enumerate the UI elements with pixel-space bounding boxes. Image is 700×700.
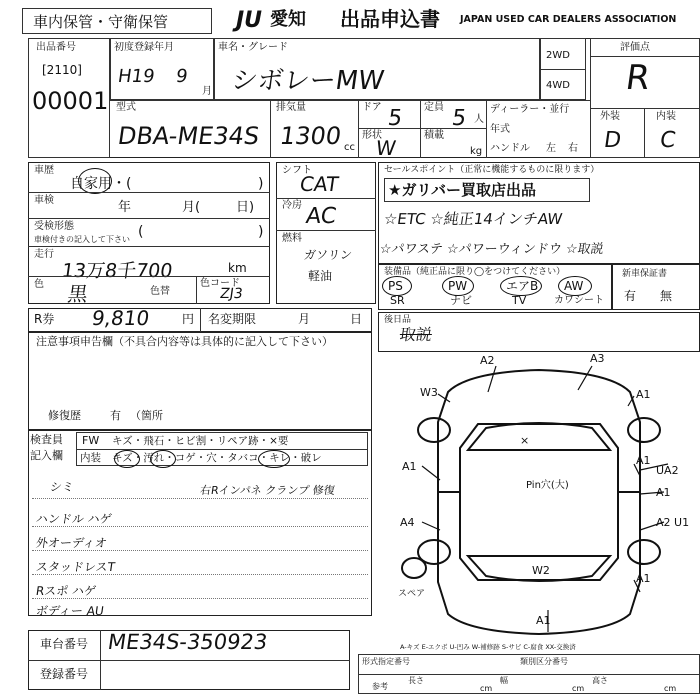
car-name-label: 車名・グレード [218, 42, 288, 53]
equipment-label: 装備品（純正品に限り◯をつけてください） [384, 267, 566, 277]
capacity-value: 5 [450, 106, 468, 131]
equip-pw: PW [448, 279, 468, 293]
fuel-label: 燃料 [282, 233, 302, 244]
equip-seat: カワシート [554, 295, 604, 306]
color-code-value: ZJ3 [218, 286, 244, 302]
equip-circle-pw [442, 276, 474, 296]
inspector-label2: 記入欄 [30, 449, 63, 462]
mark-ua2: UA2 [656, 464, 679, 477]
int-inspect-label: 内装 [80, 452, 101, 464]
equipment-grid [384, 278, 610, 308]
handle-left: 左 [546, 143, 556, 154]
color-value: 黒 [66, 282, 90, 306]
history-circle [78, 168, 112, 194]
ext-value: D [602, 128, 623, 153]
mileage-value: 13万8千700 [60, 260, 174, 282]
mark-w3: W3 [420, 386, 438, 399]
wheel-fr [628, 418, 660, 442]
warranty-no: 無 [660, 289, 673, 303]
acceptance-open: ( [138, 224, 144, 240]
dealer-label: ディーラー・並行 [490, 104, 570, 115]
lot-label: 出品番号 [36, 42, 76, 53]
car-diagram [378, 352, 700, 652]
inspector-line-6: ボディー AU [34, 604, 105, 618]
inspector-rule-4 [32, 574, 368, 575]
inspector-line-2: ハンドル ハゲ [34, 512, 113, 526]
mark-a1-rside: A1 [636, 454, 651, 467]
notes-label: 注意事項申告欄（不具合内容等は具体的に記入して下さい） [36, 335, 333, 348]
registration-month: 9 [174, 66, 189, 87]
int-circle-3 [258, 450, 290, 468]
equip-circle-aw [558, 276, 592, 296]
warranty-label: 新車保証書 [622, 269, 668, 279]
displacement-split [270, 100, 271, 158]
name-change-label: 名変期限 [208, 312, 257, 326]
wheel-rr [628, 540, 660, 564]
legend-unit-3: cm [664, 684, 677, 693]
int-label: 内装 [656, 111, 676, 122]
drive-2wd: 2WD [546, 50, 570, 61]
ju-logo: JU [236, 8, 263, 33]
form-title: 出品申込書 [340, 7, 440, 31]
equip-circle-ps [382, 276, 412, 296]
acceptance-note: 車検付きの記入して下さい [34, 235, 130, 244]
inspection-day: 日) [236, 200, 255, 215]
registration-year: H19 [116, 66, 156, 87]
equip-sr: SR [390, 294, 405, 307]
equip-aw: AW [564, 279, 584, 293]
association-name: JAPAN USED CAR DEALERS ASSOCIATION [460, 14, 677, 25]
history-value: 自家用・( [70, 176, 132, 192]
legend-length: 長さ [408, 676, 424, 685]
int-circle-2 [150, 450, 176, 468]
legend-unit-2: cm [572, 684, 585, 693]
name-change-month: 月 [298, 312, 311, 326]
load-unit: kg [470, 146, 483, 157]
doors-value: 5 [386, 106, 404, 131]
ext-int-split [644, 108, 645, 158]
windshield [468, 423, 610, 450]
wheel-fl [418, 418, 450, 442]
shape-label: 形状 [362, 130, 382, 141]
int-value: C [658, 128, 678, 153]
color-code-split [196, 276, 197, 304]
displacement-value: 1300 [278, 122, 344, 150]
mark-a1-bottom: A1 [536, 614, 551, 627]
mark-a3-top: A3 [590, 352, 605, 365]
handle-label: ハンドル [490, 143, 530, 154]
fw-items: キズ・飛石・ヒビ割・リペア跡・×要 [112, 435, 289, 447]
selling-line2: ☆パワステ ☆パワーウィンドウ ☆取説 [378, 242, 605, 257]
body-outline [438, 370, 640, 634]
mark-a2-u1: A2 U1 [656, 516, 690, 529]
acceptance-label: 受検形態 [34, 221, 74, 232]
recycle-value: 9,810 [90, 306, 151, 330]
mileage-unit: km [228, 261, 247, 275]
legend-width: 幅 [500, 676, 508, 685]
ext-int-divider [590, 108, 700, 109]
registration-month-unit: 月 [202, 86, 212, 97]
inspector-note: 右Rインパネ クランプ 修復 [199, 484, 336, 497]
legend-unit-1: cm [480, 684, 493, 693]
inspector-label1: 検査員 [30, 433, 63, 446]
recycle-label: R券 [34, 312, 55, 326]
inspector-rule-1 [32, 498, 368, 499]
mark-x-roof: × [520, 434, 530, 447]
history-line1 [28, 192, 270, 193]
inspection-month: 月( [182, 200, 201, 215]
equip-tv: TV [512, 294, 527, 307]
mark-a1-rr: A1 [636, 572, 651, 585]
fuel-value: ガソリン [302, 248, 353, 262]
int-inspect-items: キズ・汚れ・コゲ・穴・タバコ・キレ・破レ [112, 452, 322, 464]
repair-spot: （箇所 [130, 409, 163, 422]
mark-w2: W2 [532, 564, 550, 577]
shift-label: シフト [282, 165, 312, 176]
drive-divider [540, 69, 586, 70]
legend-height: 高さ [592, 676, 608, 685]
mark-a1-left: A1 [402, 460, 417, 473]
legend-form: 形式指定番号 [362, 657, 410, 666]
grade-value: R [623, 58, 653, 98]
after-docs-label: 後日品 [384, 315, 412, 325]
mark-pin: Pin穴(大) [526, 480, 569, 491]
chassis-divider [28, 660, 350, 661]
spare-tire [402, 558, 426, 578]
model-value: DBA-ME34S [116, 122, 262, 150]
fw-label: FW [82, 434, 100, 447]
mark-a1-right: A1 [656, 486, 671, 499]
lot-code: [2110] [42, 63, 82, 77]
int-circle-1 [114, 450, 140, 468]
registration-label: 初度登録年月 [114, 42, 174, 53]
inspector-rule-3 [32, 550, 368, 551]
door-shape-line [358, 128, 486, 129]
displacement-label: 排気量 [276, 102, 306, 113]
chassis-label: 車台番号 [40, 637, 89, 651]
reg-number-label: 登録番号 [40, 667, 89, 681]
inspection-label: 車検 [34, 195, 54, 206]
equip-circle-airbag [500, 276, 542, 296]
inspection-year: 年 [118, 200, 132, 215]
fuel-alt: 軽油 [308, 269, 333, 283]
shift-value: CAT [298, 172, 340, 196]
selling-label: セールスポイント（正常に機能するものに限ります） [384, 165, 600, 175]
brand-name: 愛知 [270, 9, 306, 30]
warranty-yes: 有 [624, 289, 637, 303]
spare-label: スペア [398, 589, 426, 599]
ac-label: 冷房 [282, 200, 302, 211]
model-label: 型式 [116, 102, 136, 113]
capacity-unit: 人 [474, 114, 484, 125]
mark-a1-fr: A1 [636, 388, 651, 401]
mark-a4: A4 [400, 516, 415, 529]
inspector-rule-5 [32, 598, 368, 599]
dealer-split [486, 100, 487, 158]
equip-navi: ナビ [450, 294, 472, 307]
selling-banner: ★ガリバー買取店出品 [388, 181, 536, 199]
color-change-label: 色替 [150, 286, 170, 297]
inspector-rule-2 [32, 526, 368, 527]
history-line3 [28, 246, 270, 247]
chassis-split [100, 630, 101, 690]
dealer-year-label: 年式 [490, 124, 510, 135]
mark-a2-top: A2 [480, 354, 495, 367]
capacity-split [420, 100, 421, 158]
equip-airbag: エアB [506, 279, 539, 293]
inspector-line-1: シミ [48, 480, 75, 494]
handle-right: 右 [568, 143, 578, 154]
inspector-line-5: Rスポ ハゲ [34, 584, 98, 598]
inspector-line-4: スタッドレスT [34, 560, 116, 574]
history-line4 [28, 276, 270, 277]
repair-value: 有 [110, 409, 121, 422]
grade-divider [590, 56, 700, 57]
storage-note-box [22, 8, 212, 34]
grade-label: 評価点 [620, 42, 650, 53]
selling-line1: ☆ETC ☆純正14インチAW [382, 210, 564, 228]
shift-line2 [276, 230, 376, 231]
color-code-label: 色コード [200, 278, 240, 289]
legend-ref: 参考 [372, 682, 388, 691]
history-line2 [28, 218, 270, 219]
inspector-fw-divider [76, 449, 368, 450]
recycle-unit: 円 [182, 312, 195, 326]
mileage-label: 走行 [34, 249, 54, 260]
color-label: 色 [34, 279, 44, 290]
displacement-unit: cc [344, 142, 355, 153]
history-close: ) [258, 176, 264, 192]
load-label: 積載 [424, 130, 444, 141]
ac-value: AC [304, 204, 338, 229]
recycle-split [200, 308, 201, 332]
ext-label: 外装 [600, 111, 620, 122]
legend-class: 類別区分番号 [520, 657, 568, 666]
car-name-value: シボレーMW [229, 66, 386, 96]
repair-label: 修復歴 [48, 409, 81, 422]
after-docs-value: 取説 [398, 325, 434, 344]
drive-4wd: 4WD [546, 80, 570, 91]
spec-table-divider [358, 674, 700, 675]
name-change-day: 日 [350, 312, 363, 326]
capacity-label: 定員 [424, 102, 444, 113]
inspector-line-3: 外オーディオ [34, 536, 108, 550]
chassis-value: ME34S-350923 [106, 630, 269, 654]
doors-label: ドア [362, 102, 382, 113]
diagram-legend: A-キズ E-エクボ U-凹み W-補修跡 S-サビ C-腐食 XX-交換済 [400, 643, 576, 651]
shape-value: W [374, 136, 398, 160]
storage-note: 車内保管・守衛保管 [33, 13, 169, 31]
shift-line1 [276, 198, 376, 199]
model-row-line [110, 100, 590, 101]
lot-number: 00001 [32, 87, 109, 115]
acceptance-close: ) [258, 224, 264, 240]
equip-ps: PS [388, 279, 403, 293]
history-label: 車歴 [34, 165, 54, 176]
door-split [358, 100, 359, 158]
